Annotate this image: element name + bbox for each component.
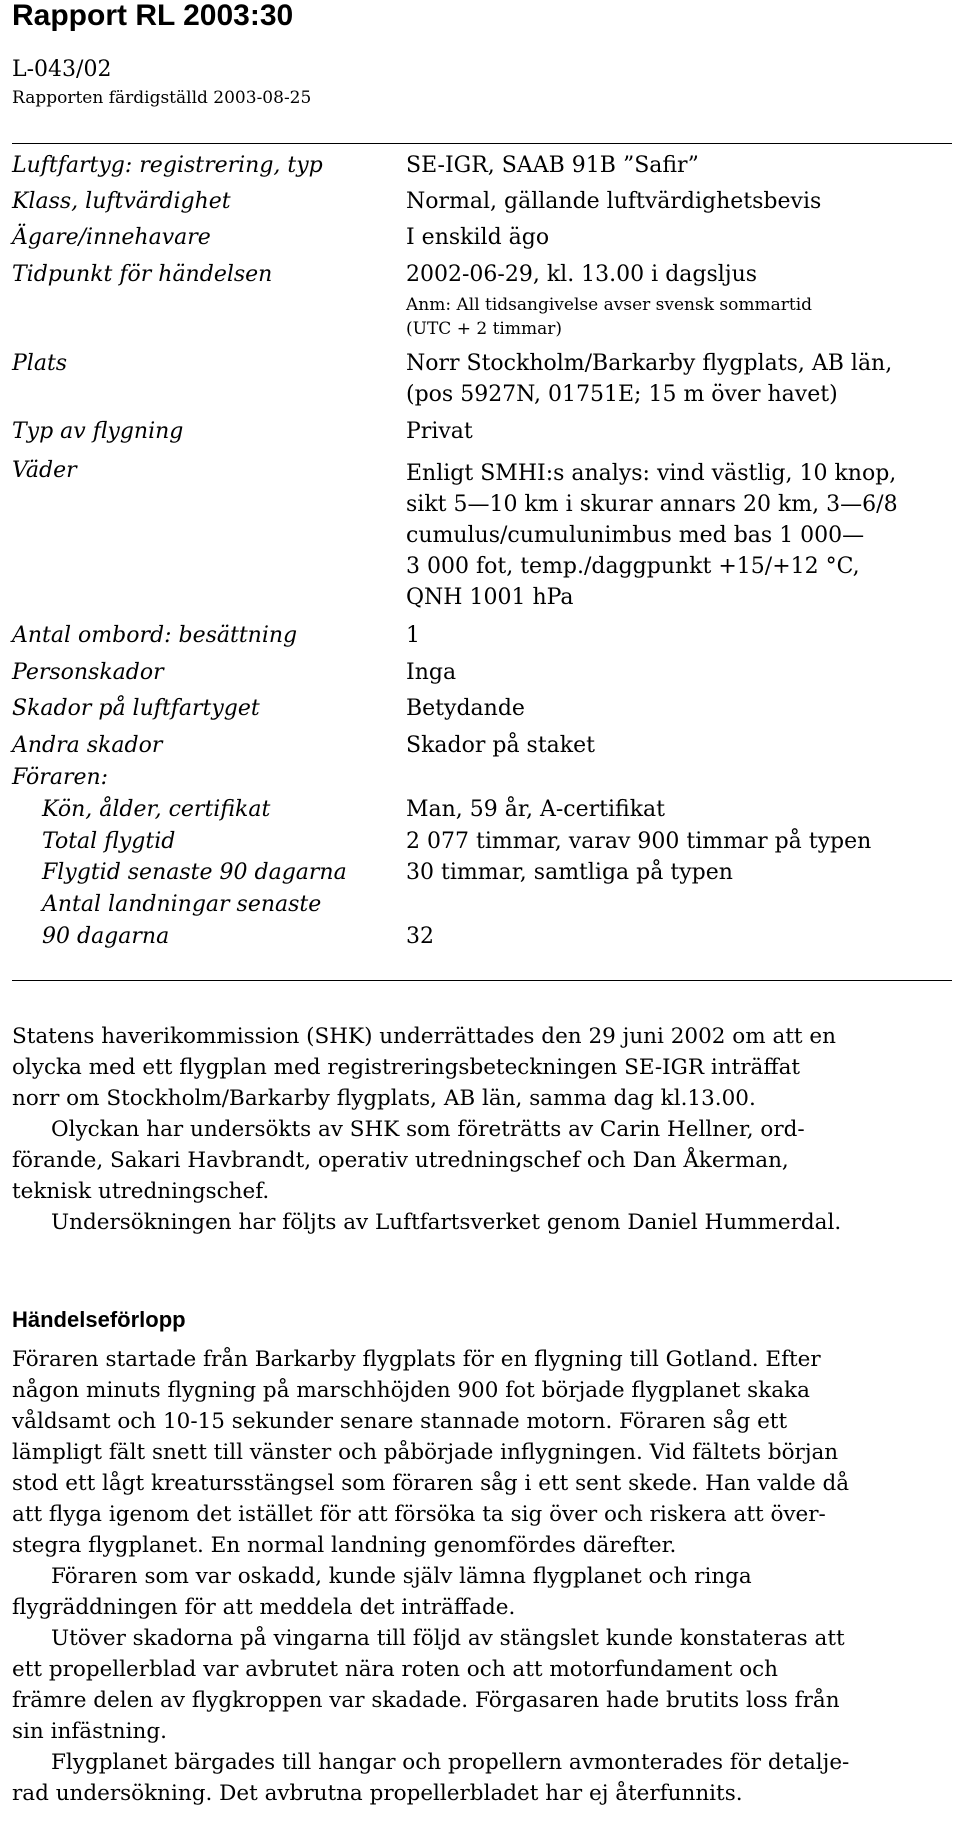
fact-label: Väder — [12, 458, 77, 483]
time-note — [406, 293, 954, 341]
weather-line: 3 000 fot, temp./daggpunkt +15/+12 °C, — [406, 554, 860, 579]
text-line: teknisk utredningschef. — [12, 1179, 270, 1204]
fact-value: 32 — [406, 924, 434, 949]
fact-value: SE-IGR, SAAB 91B ”Safir” — [406, 153, 699, 178]
text-line: rad undersökning. Det avbrutna propellerbladet har ej återfunnits. — [12, 1781, 743, 1806]
time-value: 2002-06-29, kl. 13.00 i dagsljus — [406, 262, 758, 287]
place-line: (pos 5927N, 01751E; 15 m över havet) — [406, 382, 838, 407]
fact-value: Normal, gällande luftvärdighetsbevis — [406, 189, 822, 214]
fact-value: Man, 59 år, A-certifikat — [406, 797, 666, 822]
text-line: stod ett lågt kreatursstängsel som föraren såg i ett sent skede. Han valde då — [12, 1471, 850, 1496]
fact-label: Personskador — [12, 660, 164, 685]
time-note-line: (UTC + 2 timmar) — [406, 319, 562, 339]
text-line: sin infästning. — [12, 1719, 167, 1744]
fact-value — [406, 458, 954, 613]
fact-value: 2 077 timmar, varav 900 timmar på typen — [406, 829, 872, 854]
fact-value: Privat — [406, 419, 473, 444]
time-note-line: Anm: All tidsangivelse avser svensk sommartid — [406, 295, 813, 315]
fact-label: Total flygtid — [42, 829, 176, 854]
text-line: norr om Stockholm/Barkarby flygplats, AB län, samma dag kl.13.00. — [12, 1086, 756, 1111]
fact-label: Klass, luftvärdighet — [12, 189, 231, 214]
text-line: olycka med ett flygplan med registreringsbeteckningen SE-IGR inträffat — [12, 1055, 801, 1080]
fact-value: 1 — [406, 623, 420, 648]
text-line: Statens haverikommission (SHK) underrättades den 29 juni 2002 om att en — [12, 1024, 836, 1049]
fact-label: Skador på luftfartyget — [12, 696, 260, 721]
fact-value: Inga — [406, 660, 457, 685]
fact-label: Flygtid senaste 90 dagarna — [42, 860, 347, 885]
events-paragraph — [12, 1344, 956, 1809]
section-heading: Händelseförlopp — [12, 1307, 186, 1332]
weather-line: cumulus/cumulunimbus med bas 1 000— — [406, 523, 865, 548]
fact-label: Andra skador — [12, 733, 163, 758]
text-line: Undersökningen har följts av Luftfartsverket genom Daniel Hummerdal. — [51, 1210, 842, 1235]
fact-label: Plats — [12, 351, 68, 376]
fact-value — [406, 259, 954, 341]
fact-label: Antal landningar senaste — [42, 892, 322, 917]
text-line: att flyga igenom det istället för att försöka ta sig över och riskera att över- — [12, 1502, 826, 1527]
fact-label: Tidpunkt för händelsen — [12, 262, 273, 287]
text-line: ett propellerblad var avbrutet nära roten och att motorfundament och — [12, 1657, 779, 1682]
intro-paragraph — [12, 1021, 956, 1238]
text-line: våldsamt och 10-15 sekunder senare stannade motorn. Föraren såg ett — [12, 1409, 788, 1434]
fact-value — [406, 348, 954, 410]
text-line: lämpligt fält snett till vänster och påbörjade inflygningen. Vid fältets början — [12, 1440, 839, 1465]
text-line: flygräddningen för att meddela det inträffade. — [12, 1595, 516, 1620]
pilot-heading: Föraren: — [12, 765, 109, 790]
fact-label: Luftfartyg: registrering, typ — [12, 153, 323, 178]
report-completed-date: Rapporten färdigställd 2003-08-25 — [12, 88, 312, 108]
text-line: Olyckan har undersökts av SHK som företrätts av Carin Hellner, ord- — [51, 1117, 805, 1142]
place-line: Norr Stockholm/Barkarby flygplats, AB län, — [406, 351, 893, 376]
fact-label: Antal ombord: besättning — [12, 623, 298, 648]
report-title: Rapport RL 2003:30 — [12, 0, 294, 32]
text-line: någon minuts flygning på marschhöjden 900 fot började flygplanet skaka — [12, 1378, 810, 1403]
fact-label: 90 dagarna — [42, 924, 170, 949]
top-divider — [12, 143, 952, 144]
report-number: L-043/02 — [12, 57, 112, 82]
bottom-divider — [12, 980, 952, 981]
fact-value: Betydande — [406, 696, 525, 721]
text-line: Utöver skadorna på vingarna till följd av stängslet kunde konstateras att — [51, 1626, 845, 1651]
text-line: Flygplanet bärgades till hangar och propellern avmonterades för detalje- — [51, 1750, 850, 1775]
weather-line: sikt 5—10 km i skurar annars 20 km, 3—6/8 — [406, 492, 898, 517]
weather-line: QNH 1001 hPa — [406, 585, 574, 610]
fact-label: Kön, ålder, certifikat — [42, 797, 271, 822]
text-line: Föraren som var oskadd, kunde själv lämna flygplanet och ringa — [51, 1564, 752, 1589]
fact-value: I enskild ägo — [406, 225, 550, 250]
text-line: stegra flygplanet. En normal landning genomfördes därefter. — [12, 1533, 677, 1558]
text-line: Föraren startade från Barkarby flygplats för en flygning till Gotland. Efter — [12, 1347, 821, 1372]
fact-label: Typ av flygning — [12, 419, 184, 444]
text-line: förande, Sakari Havbrandt, operativ utredningschef och Dan Åkerman, — [12, 1148, 789, 1173]
text-line: främre delen av flygkroppen var skadade. Förgasaren hade brutits loss från — [12, 1688, 840, 1713]
weather-line: Enligt SMHI:s analys: vind västlig, 10 knop, — [406, 461, 897, 486]
fact-value: Skador på staket — [406, 733, 595, 758]
fact-value: 30 timmar, samtliga på typen — [406, 860, 733, 885]
fact-label: Ägare/innehavare — [12, 225, 211, 250]
